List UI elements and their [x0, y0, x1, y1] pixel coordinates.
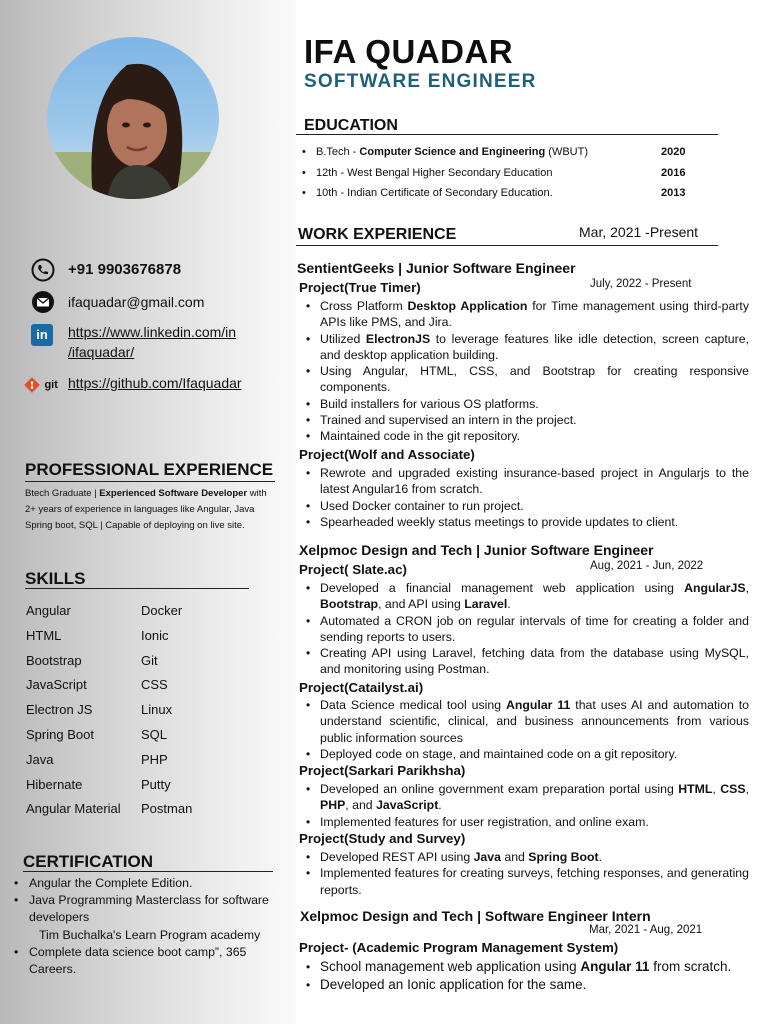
bullet-highlight: Spring Boot — [528, 850, 599, 864]
git-label: git — [44, 378, 58, 391]
divider — [23, 871, 273, 872]
bullet-item: • Rewrote and upgraded existing insurance-based project in Angularjs to the latest Angular16 from scratch. — [296, 465, 749, 498]
skill-item: HTML — [26, 627, 62, 643]
bullet-text: Developed an online government exam preparation portal using — [320, 782, 679, 796]
skill-item: SQL — [141, 726, 168, 742]
bullet-text: Cross Platform — [320, 299, 408, 313]
education-degree: Computer Science and Engineering — [359, 146, 546, 158]
education-part: B.Tech - — [316, 146, 360, 158]
skill-item: Putty — [141, 776, 171, 792]
education-year: 2016 — [661, 167, 686, 179]
email-icon — [31, 290, 55, 314]
project-title: Project(Sarkari Parikhsha) — [299, 763, 466, 778]
bullet-highlight: Laravel — [464, 597, 508, 612]
linkedin-icon: in — [31, 324, 53, 346]
phone-number[interactable]: +91 9903676878 — [68, 261, 182, 278]
bullet-text: . — [507, 597, 511, 612]
bullet-item: • Build installers for various OS platforms. — [296, 396, 749, 412]
main-content: IFA QUADAR SOFTWARE ENGINEER EDUCATION • B.Tech - Computer Science and Engineering (WBUT) 2020 • 12th - West Bengal Higher Secondary Education 2016 • 10th - Indian Certificate of Secondary Education. 2013 WORK EXPERIENCE Mar, 2021 -Present SentientGeeks | Junior Software Engineer Project(True Timer) July, 2022 - Present • Cross Platform Desktop Application for Time management using third-party APIs like PMS, and Jira. • Utilized ElectronJS to leverage features like idle detection, screen capture, and desktop application building. • Using Angular, HTML, CSS, and Bootstrap for creating responsive components. • Build installers for various OS platforms. • Trained and supervised an intern in the project. • Maintained code in the git repository. Project(Wolf and Associate) • Rewrote and upgraded existing insurance-based project in Angularjs to the latest Angular16 from scratch. • Used Docker container to run project. • Spearheaded weekly status meetings to provide updates to client. Xelpmoc Design and Tech | Junior Software Engineer Project( Slate.ac) Aug, 2021 - Jun, 2022 • Developed a financial management web application using AngularJS, Bootstrap, and API using Laravel. • Automated a CRON job on regular intervals of time for creating a folder and sending reports to users. • Creating API using Laravel, fetching data from the database using MySQL, and monitoring using Postman. Project(Catailyst.ai) • Data Science medical tool using Angular 11 that uses AI and automation to understand scientific, clinical, and business announcements from various public information sources • Deployed code on stage, and maintained code on a git repository. Project(Sarkari Parikhsha) • Developed an online government exam preparation portal using HTML, CSS, PHP, and JavaScript. • Implemented features for user registration, and online exam. Project(Study and Survey) • Developed REST API using Java and Spring Boot. • Implemented features for creating surveys, fetching responses, and generating reports. Xelpmoc Design and Tech | Software Engineer Intern Mar, 2021 - Aug, 2021 Project- (Academic Program Management System) • School management web application using Angular 11 from scratch. • Developed an Ionic application for the same. — [296, 0, 768, 1024]
bullet-text: . — [438, 798, 442, 813]
education-heading: EDUCATION — [304, 117, 398, 134]
education-year: 2020 — [661, 146, 686, 158]
skill-item: Spring Boot — [26, 726, 94, 742]
github-link[interactable]: https://github.com/Ifaquadar — [68, 375, 242, 391]
bullet-highlight: HTML — [678, 782, 713, 796]
divider — [296, 245, 718, 246]
bullet-item: • Using Angular, HTML, CSS, and Bootstrap for creating responsive components. — [296, 363, 749, 396]
bullet-item: • Deployed code on stage, and maintained code on a git repository. — [296, 746, 749, 762]
skill-item: Electron JS — [26, 702, 93, 718]
bullet-text: Developed a financial management web application using — [320, 581, 685, 595]
bullet-highlight: ElectronJS — [365, 331, 431, 346]
skills-column-2 — [141, 603, 192, 826]
candidate-name: IFA QUADAR — [304, 33, 514, 70]
professional-experience-heading: PROFESSIONAL EXPERIENCE — [25, 460, 274, 479]
skill-item: Ionic — [141, 627, 169, 643]
bullet-highlight: Angular 11 — [505, 698, 571, 712]
bullet-text: , — [745, 782, 749, 796]
project-bullets — [296, 697, 749, 762]
project-date: Aug, 2021 - Jun, 2022 — [590, 560, 704, 572]
bullet-text: from scratch. — [649, 959, 732, 974]
bullet-item — [296, 298, 749, 331]
bullet-item: • Implemented features for user registration, and online exam. — [296, 814, 749, 830]
skill-item: JavaScript — [26, 677, 87, 693]
phone-icon — [31, 258, 55, 282]
divider — [296, 134, 718, 135]
bullet-item — [296, 697, 749, 746]
bullet-item: • Used Docker container to run project. — [296, 498, 749, 514]
candidate-role: SOFTWARE ENGINEER — [304, 71, 537, 92]
project-title: Project- (Academic Program Management System) — [299, 940, 619, 955]
education-detail — [316, 146, 588, 158]
skill-item: Angular Material — [26, 801, 121, 817]
bullet-highlight: Bootstrap — [320, 597, 379, 612]
certification-item: • Complete data science boot camp”, 365 Careers. — [9, 944, 285, 978]
job-title: Xelpmoc Design and Tech | Junior Software Engineer — [299, 542, 654, 558]
education-detail: 12th - West Bengal Higher Secondary Education — [316, 167, 553, 179]
bullet-text: for Time management using third-party APIs like PMS, and Jira. — [320, 299, 749, 330]
skill-item: Angular — [26, 603, 71, 618]
project-bullets — [296, 580, 749, 678]
bullet-text: Utilized — [320, 331, 366, 346]
bullet-text: , — [745, 581, 749, 595]
professional-summary — [25, 486, 275, 534]
bullet-item: • Creating API using Laravel, fetching data from the database using MySQL, and monitoring using Postman. — [296, 645, 749, 678]
project-title: Project( Slate.ac) — [299, 562, 407, 577]
project-bullets — [296, 781, 749, 830]
education-detail: 10th - Indian Certificate of Secondary Education. — [316, 187, 553, 199]
bullet-text: , and API using — [378, 597, 465, 612]
certification-item: • Angular the Complete Edition. — [9, 875, 285, 892]
skills-heading: SKILLS — [25, 569, 86, 588]
bullet-highlight: Java — [473, 850, 501, 864]
email-address[interactable]: ifaquadar@gmail.com — [68, 294, 205, 310]
skill-item: Docker — [141, 603, 183, 618]
project-date: Mar, 2021 - Aug, 2021 — [589, 924, 703, 936]
summary-highlight: Experienced Software Developer — [99, 488, 248, 499]
skill-item: Postman — [141, 801, 193, 817]
bullet-highlight: CSS — [720, 782, 746, 796]
skill-item: CSS — [141, 677, 168, 693]
bullet-highlight: JavaScript — [376, 798, 439, 813]
education-year: 2013 — [661, 187, 686, 199]
bullet-item — [296, 580, 749, 613]
bullet-item — [296, 781, 749, 814]
bullet-item: • Automated a CRON job on regular intervals of time for creating a folder and sending reports to users. — [296, 613, 749, 646]
skills-column-1 — [26, 603, 121, 826]
bullet-text: Data Science medical tool using — [320, 698, 506, 712]
skill-item: PHP — [141, 751, 168, 767]
bullet-text: to leverage features like idle detection, screen capture, and desktop application building. — [320, 331, 749, 362]
certification-subtext: Tim Buchalka's Learn Program academy — [39, 928, 261, 942]
bullet-item: • Trained and supervised an intern in the project. — [296, 412, 749, 428]
project-bullets — [296, 298, 749, 445]
bullet-item — [296, 849, 749, 865]
skill-item: Java — [26, 751, 54, 767]
linkedin-link-line1: https://www.linkedin.com/in — [68, 324, 237, 340]
skill-item: Linux — [141, 702, 173, 718]
bullet-highlight: AngularJS — [684, 581, 746, 595]
bullet-item: • Maintained code in the git repository. — [296, 428, 749, 444]
bullet-item — [296, 958, 749, 976]
certification-item-text: Java Programming Masterclass for software developers — [29, 893, 269, 924]
profile-photo — [47, 37, 219, 199]
project-bullets — [296, 849, 749, 898]
certification-list — [9, 875, 285, 978]
git-icon — [24, 376, 58, 392]
bullet-text: and — [500, 850, 529, 864]
project-bullets — [296, 465, 749, 530]
bullet-item: • Implemented features for creating surveys, fetching responses, and generating reports. — [296, 865, 749, 898]
bullet-item — [296, 331, 749, 364]
bullet-highlight: PHP — [320, 798, 346, 813]
job-title: Xelpmoc Design and Tech | Software Engineer Intern — [300, 908, 651, 924]
sidebar — [0, 0, 296, 1024]
job-title: SentientGeeks | Junior Software Engineer — [297, 260, 576, 276]
bullet-text: that uses AI and automation to understand scientific, clinical, and business announcements from various public information sources — [320, 698, 749, 745]
project-bullets — [296, 958, 749, 994]
summary-part-2: with 2+ years of experience in languages like Angular, Java Spring boot, SQL | Capable of deploying on live site. — [25, 488, 267, 531]
project-date: July, 2022 - Present — [590, 278, 692, 290]
divider — [25, 588, 249, 589]
work-experience-heading: WORK EXPERIENCE — [298, 226, 457, 243]
skill-item: Git — [141, 652, 158, 668]
bullet-item: • Spearheaded weekly status meetings to provide updates to client. — [296, 514, 749, 530]
linkedin-link[interactable] — [68, 322, 236, 362]
bullet-text: Developed REST API using — [320, 850, 474, 864]
project-title: Project(Catailyst.ai) — [299, 680, 424, 695]
divider — [25, 481, 275, 482]
skill-item: Bootstrap — [26, 652, 82, 668]
bullet-text: School management web application using — [320, 959, 581, 974]
project-title: Project(True Timer) — [299, 280, 421, 295]
bullet-highlight: Angular 11 — [580, 959, 650, 974]
project-title: Project(Wolf and Associate) — [299, 447, 475, 462]
certification-item — [9, 892, 285, 926]
bullet-text: , and — [345, 798, 377, 813]
bullet-highlight: Desktop Application — [407, 299, 528, 313]
bullet-item: • Developed an Ionic application for the same. — [296, 976, 749, 994]
skill-item: Hibernate — [26, 776, 83, 792]
summary-part-1: Btech Graduate | — [25, 488, 100, 499]
bullet-text: , — [712, 782, 721, 796]
linkedin-link-line2: /ifaquadar/ — [68, 344, 135, 360]
work-experience-date: Mar, 2021 -Present — [579, 224, 699, 240]
project-title: Project(Study and Survey) — [299, 831, 466, 846]
certification-heading: CERTIFICATION — [23, 852, 154, 871]
bullet-text: . — [598, 850, 603, 864]
education-part: (WBUT) — [545, 146, 588, 158]
